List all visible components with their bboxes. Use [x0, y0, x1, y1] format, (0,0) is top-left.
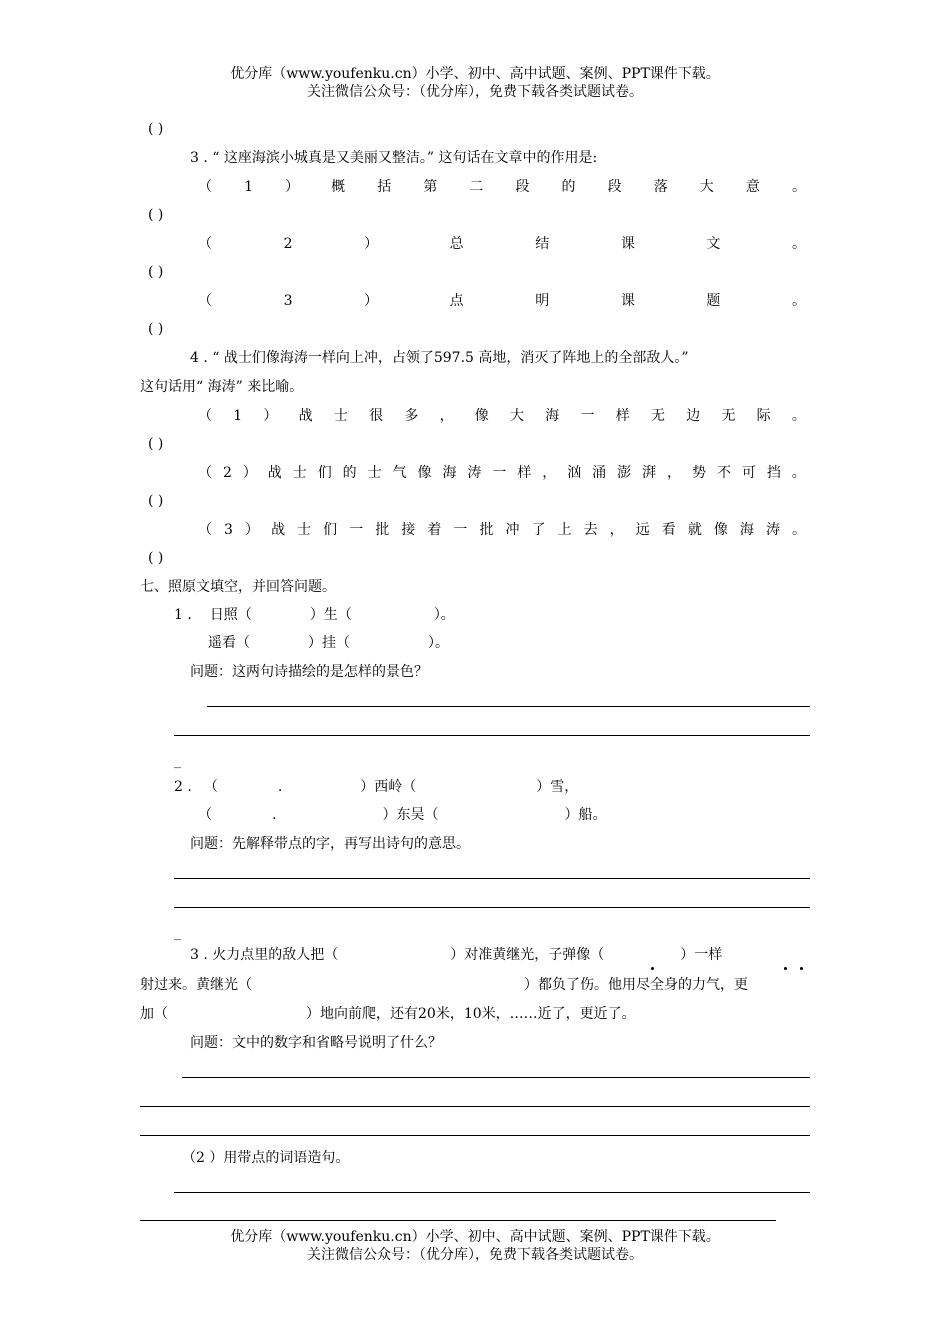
answer-line — [174, 735, 810, 736]
option-char: 。 — [791, 465, 806, 481]
poem1-text: ）。 — [428, 635, 449, 651]
passage-text: ）一样 — [680, 947, 723, 963]
poem2-line-1 — [174, 778, 578, 796]
option-char: 批 — [479, 522, 494, 538]
option-char: 接 — [401, 522, 416, 538]
option-char: （ — [198, 408, 212, 424]
answer-line — [182, 1077, 810, 1078]
poem2-text: . — [272, 807, 277, 823]
answer-line — [140, 1135, 810, 1136]
answer-paren: ( ) — [148, 264, 164, 280]
poem2-text: ）西岭（ — [360, 779, 417, 795]
option-char: 一 — [492, 465, 507, 481]
option-char: 二 — [469, 179, 484, 195]
option-char: 。 — [792, 522, 806, 538]
passage-text: 3 . 火力点里的敌人把（ — [190, 947, 339, 963]
option-char: 像 — [713, 522, 728, 538]
option-char: 看 — [661, 522, 676, 538]
poem2-text: ）雪， — [536, 779, 579, 795]
option-char: 上 — [557, 522, 572, 538]
option-char: 段 — [607, 179, 622, 195]
footer-line-1: 优分库（www.youfenku.cn）小学、初中、高中试题、案例、PPT课件下载。 — [230, 1229, 720, 1245]
passage-text: 加（ — [140, 1006, 168, 1022]
poem1-text: 遥看（ — [208, 635, 250, 651]
option-char: 点 — [449, 293, 464, 309]
poem2-text: （ — [203, 779, 218, 795]
passage-text: ）地向前爬，还有20米，10米，……近了，更近了。 — [306, 1006, 636, 1022]
option-char: ， — [542, 465, 557, 481]
option-char: 气 — [392, 465, 407, 481]
option-char: 挡 — [766, 465, 781, 481]
q4-option-3 — [198, 521, 806, 539]
option-char: 涛 — [765, 522, 780, 538]
option-char: 去 — [583, 522, 598, 538]
option-char: 题 — [706, 293, 721, 309]
passage-text: ）对准黄继光，子弹像（ — [450, 947, 605, 963]
option-char: 一 — [453, 522, 468, 538]
option-char: 的 — [561, 179, 576, 195]
q3-option-2 — [198, 235, 806, 253]
option-char: 士 — [297, 522, 312, 538]
option-char: 很 — [369, 408, 384, 424]
q4-stem-line-2: 这句话用“ 海涛” 来比喻。 — [140, 379, 304, 395]
option-char: ， — [609, 522, 624, 538]
option-char: 段 — [515, 179, 530, 195]
option-char: 势 — [691, 465, 706, 481]
poem1-text: 日照（ — [209, 607, 252, 623]
passage-text: ）都负了伤。他用尽全身的力气，更 — [524, 977, 748, 993]
option-char: 概 — [331, 179, 346, 195]
emphasis-dot — [784, 967, 787, 970]
option-char: 3 — [224, 522, 233, 538]
option-char: 无 — [721, 408, 736, 424]
option-char: （ — [198, 465, 212, 481]
poem2-question: 问题：先解释带点的字，再写出诗句的意思。 — [190, 836, 470, 852]
footer-line-2: 关注微信公众号：（优分库），免费下载各类试题试卷。 — [307, 1247, 643, 1263]
option-char: 汹 — [567, 465, 582, 481]
option-char: ） — [242, 465, 257, 481]
option-char: 批 — [375, 522, 390, 538]
poem2-text: ）船。 — [564, 807, 607, 823]
option-char: 课 — [620, 293, 635, 309]
option-char: 。 — [791, 293, 806, 309]
answer-line — [174, 907, 810, 908]
q3-option-3 — [198, 292, 806, 310]
section-7-title: 七、照原文填空，并回答问题。 — [140, 579, 336, 595]
answer-line — [207, 706, 810, 707]
poem1-number: 1 . — [174, 607, 192, 623]
answer-paren: ( ) — [148, 121, 164, 137]
option-char: （ — [198, 522, 212, 538]
option-char: 落 — [653, 179, 668, 195]
poem2-text: . — [277, 779, 283, 795]
option-char: 课 — [620, 236, 635, 252]
header-line-2: 关注微信公众号：（优分库），免费下载各类试题试卷。 — [307, 84, 643, 100]
option-char: 际 — [756, 408, 771, 424]
option-char: 像 — [474, 408, 489, 424]
option-char: ） — [263, 408, 278, 424]
answer-paren: ( ) — [148, 550, 164, 566]
option-char: 了 — [531, 522, 546, 538]
option-char: 就 — [687, 522, 702, 538]
q4-stem-line-1: 4 . “ 战士们像海涛一样向上冲，占领了597.5 高地，消灭了阵地上的全部敌人。” — [190, 350, 689, 366]
option-char: 一 — [349, 522, 364, 538]
option-char: 涌 — [592, 465, 607, 481]
emphasis-dot — [651, 967, 654, 970]
option-char: 1 — [244, 179, 253, 195]
footer-divider — [140, 1220, 776, 1221]
option-char: 多 — [404, 408, 419, 424]
option-char: 冲 — [505, 522, 520, 538]
option-char: 总 — [449, 236, 464, 252]
passage-question: 问题：文中的数字和省略号说明了什么？ — [190, 1035, 442, 1051]
header-line-1: 优分库（www.youfenku.cn）小学、初中、高中试题、案例、PPT课件下载。 — [230, 66, 720, 82]
trailing-dash: _ — [174, 925, 181, 941]
option-char: 着 — [427, 522, 442, 538]
option-char: 意 — [745, 179, 760, 195]
option-char: 士 — [333, 408, 348, 424]
answer-paren: ( ) — [148, 493, 164, 509]
option-char: 像 — [417, 465, 432, 481]
poem1-line-1 — [174, 606, 455, 624]
passage-line-3 — [140, 1005, 636, 1023]
option-char: 大 — [699, 179, 714, 195]
option-char: 无 — [650, 408, 665, 424]
answer-paren: ( ) — [148, 436, 164, 452]
option-char: 士 — [292, 465, 307, 481]
poem1-question: 问题：这两句诗描绘的是怎样的景色？ — [190, 664, 428, 680]
answer-line — [174, 1192, 810, 1193]
q3-stem: 3 . “ 这座海滨小城真是又美丽又整洁。” 这句话在文章中的作用是: — [190, 150, 598, 166]
answer-line — [174, 878, 810, 879]
option-char: 大 — [510, 408, 525, 424]
passage-text: 射过来。黄继光（ — [140, 977, 252, 993]
option-char: 们 — [323, 522, 338, 538]
option-char: 2 — [222, 465, 232, 481]
poem1-text: ）生（ — [309, 607, 352, 623]
option-char: 战 — [271, 522, 286, 538]
option-char: 海 — [739, 522, 754, 538]
option-char: 一 — [580, 408, 595, 424]
option-char: ） — [364, 236, 379, 252]
option-char: 括 — [377, 179, 392, 195]
option-char: 边 — [686, 408, 701, 424]
option-char: 海 — [545, 408, 560, 424]
option-char: 样 — [517, 465, 532, 481]
option-char: （ — [198, 179, 212, 195]
option-char: 湃 — [642, 465, 657, 481]
option-char: 们 — [317, 465, 332, 481]
passage-subquestion-2: （2 ）用带点的词语造句。 — [182, 1150, 350, 1166]
option-char: 的 — [342, 465, 357, 481]
poem2-line-2 — [198, 806, 606, 824]
option-char: 战 — [267, 465, 282, 481]
option-char: （ — [198, 236, 212, 252]
option-char: ） — [364, 293, 379, 309]
answer-line — [140, 1106, 810, 1107]
option-char: 澎 — [617, 465, 632, 481]
option-char: 文 — [706, 236, 721, 252]
q4-option-1 — [198, 407, 806, 425]
option-char: 。 — [791, 179, 806, 195]
option-char: 海 — [442, 465, 457, 481]
option-char: ） — [245, 522, 260, 538]
option-char: 不 — [716, 465, 731, 481]
passage-line-1 — [190, 946, 722, 964]
poem2-text: （ — [198, 807, 212, 823]
option-char: ， — [439, 408, 454, 424]
option-char: ） — [285, 179, 300, 195]
trailing-dash: _ — [174, 753, 181, 769]
option-char: （ — [198, 293, 212, 309]
option-char: 3 — [283, 293, 293, 309]
option-char: 2 — [283, 236, 293, 252]
option-char: 可 — [741, 465, 756, 481]
q3-option-1 — [198, 178, 806, 196]
option-char: 第 — [423, 179, 438, 195]
option-char: 涛 — [467, 465, 482, 481]
option-char: 1 — [233, 408, 243, 424]
answer-paren: ( ) — [148, 321, 164, 337]
option-char: 明 — [535, 293, 550, 309]
option-char: 远 — [635, 522, 650, 538]
q4-option-2 — [198, 464, 806, 482]
poem1-text: ）。 — [433, 607, 455, 623]
option-char: 士 — [367, 465, 382, 481]
passage-line-2 — [140, 976, 748, 994]
poem1-text: ）挂（ — [308, 635, 350, 651]
poem2-number: 2 . — [174, 779, 192, 795]
emphasis-dot — [800, 967, 803, 970]
option-char: 。 — [791, 236, 806, 252]
option-char: 。 — [791, 408, 806, 424]
option-char: 样 — [615, 408, 630, 424]
option-char: ， — [667, 465, 682, 481]
answer-paren: ( ) — [148, 207, 164, 223]
poem2-text: ）东吴（ — [382, 807, 439, 823]
option-char: 战 — [298, 408, 313, 424]
poem1-line-2 — [208, 634, 449, 652]
option-char: 结 — [535, 236, 550, 252]
